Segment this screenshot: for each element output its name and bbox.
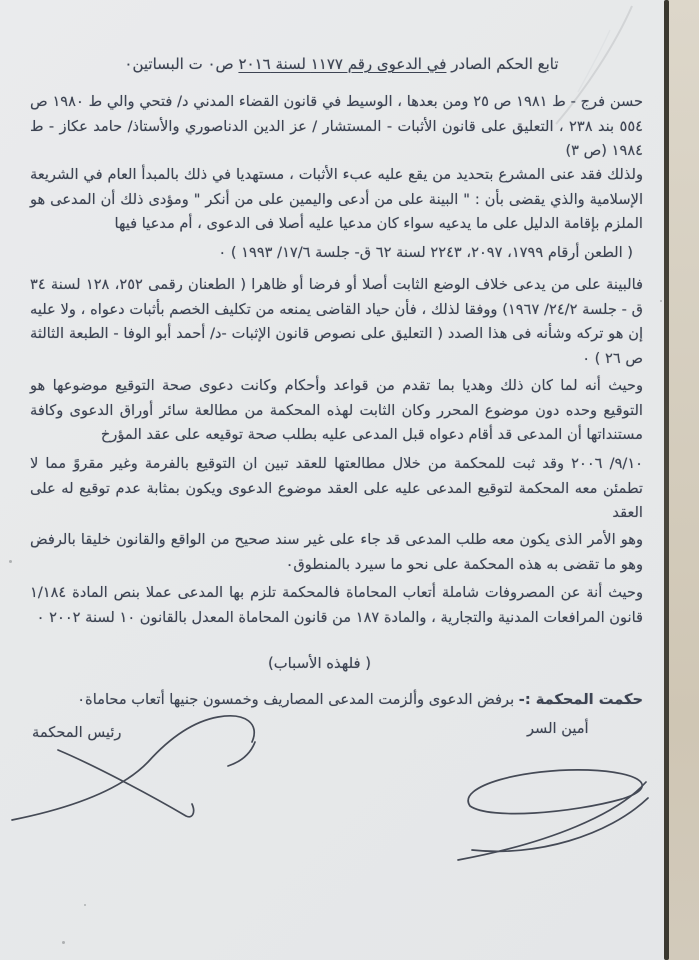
scan-speck	[660, 300, 662, 302]
president-label: رئيس المحكمة	[32, 724, 122, 741]
scan-speck	[9, 560, 12, 563]
paragraph-signature-examination: ٩/١٠/ ٢٠٠٦ وقد ثبت للمحكمة من خلال مطالعتها للعقد تبين ان التوقيع بالفرمة وغير مقروً مما لا تطمئن معه المحكمة لتوقيع المدعى عليه على العقد موضوع الدعوى ويكون بمثابة عدم توقيع له على العقد	[30, 455, 643, 521]
secretary-signature-icon	[458, 770, 648, 860]
paragraph-citation-references: حسن فرج - ط ١٩٨١ ص ٢٥ ومن بعدها ، الوسيط في قانون القضاء المدني د/ فتحي والي ط ١٩٨٠ ص ٥٥٤ بند ٢٣٨ ، التعليق على قانون الأثبات - المستشار / عز الدين الدناصوري والأستاذ/ حامد عكاز - ط ١٩٨٤ (ص ٣)	[30, 93, 644, 159]
verdict-line	[30, 688, 643, 713]
paragraph-court-findings: وحيث أنه لما كان ذلك وهديا بما تقدم من قواعد وأحكام وكانت دعوى صحة التوقيع موضوعها هو التوقيع وحده دون موضوع المحرر وكان الثابت لهذه المحكمة من مطالعة سائر أوراق الدعوى وكافة مستنداتها أن المدعى قد أقام دعواه قبل المدعى عليه بطلب صحة توقيعه على عقد المؤرخ	[30, 377, 643, 443]
verdict-label: حكمت المحكمة :-	[518, 691, 643, 708]
secretary-label: أمين السر	[527, 720, 589, 737]
header-prefix: تابع الحكم الصادر	[446, 55, 559, 73]
scan-backing-strip	[667, 0, 699, 960]
page-edge-line	[664, 0, 669, 960]
verdict-text: برفض الدعوى وألزمت المدعى المصاريف وخمسون جنيها أتعاب محاماة٠	[77, 691, 519, 708]
paragraph-costs: وحيث أنة عن المصروفات شاملة أتعاب المحاماة فالمحكمة تلزم بها المدعى عملا بنص المادة ١/١٨٤ قانون المرافعات المدنية والتجارية ، والمادة ١٨٧ من قانون المحاماة المعدل بالقانون ١٠ لسنة ٢٠٠٢ ٠	[30, 584, 643, 626]
header-suffix: ص٠ ت البساتين٠	[124, 55, 239, 73]
header-case-number: في الدعوى رقم ١١٧٧ لسنة ٢٠١٦	[238, 55, 447, 73]
paragraph-burden-of-proof: ولذلك فقد عنى المشرع بتحديد من يقع عليه عبء الأثبات ، مستهديا في ذلك بالمبدأ العام في الشريعة الإسلامية والذي يقضى بأن : " البينة على من أدعى واليمين على من أنكر " ومؤدى ذلك أن المدعى هو الملزم بإقامة الدليل على ما يدعيه سواء كان مدعيا عليه أصلا فى الدعوى ، أم مدعيا فيها	[30, 166, 643, 232]
paragraph-appeal-citation: ( الطعن أرقام ١٧٩٩، ٢٠٩٧، ٢٢٤٣ لسنة ٦٢ ق- جلسة ١٧/٦/ ١٩٩٣ ) ٠	[218, 244, 633, 261]
paragraph-evidence-principle: فالبينة على من يدعى خلاف الوضع الثابت أصلا أو فرضا أو ظاهرا ( الطعنان رقمى ٢٥٢، ١٢٨ لسنة ٣٤ ق - جلسة ٢٤/٢/ ١٩٦٧) ووفقا لذلك ، فأن حياد القاضى يمنعه من تكليف الخصم بأثبات دعواه ، ولا عليه إن هو تركه وشأنه فى هذا الصدد ( التعليق على نصوص قانون الإثبات -د/ أحمد أبو الوفا - الطبعة الثالثة ص ٢٦ ) ٠	[30, 276, 644, 367]
document-header	[90, 52, 593, 76]
scan-speck	[84, 904, 86, 906]
scan-speck	[62, 941, 65, 944]
reasons-heading: ( فلهذه الأسباب)	[267, 655, 372, 672]
paragraph-claim-rejection: وهو الأمر الذى يكون معه طلب المدعى قد جاء على غير سند صحيح من الواقع والقانون خليقا بالرفض وهو ما تقضى به هذه المحكمة على نحو ما سيرد بالمنطوق٠	[30, 531, 643, 573]
